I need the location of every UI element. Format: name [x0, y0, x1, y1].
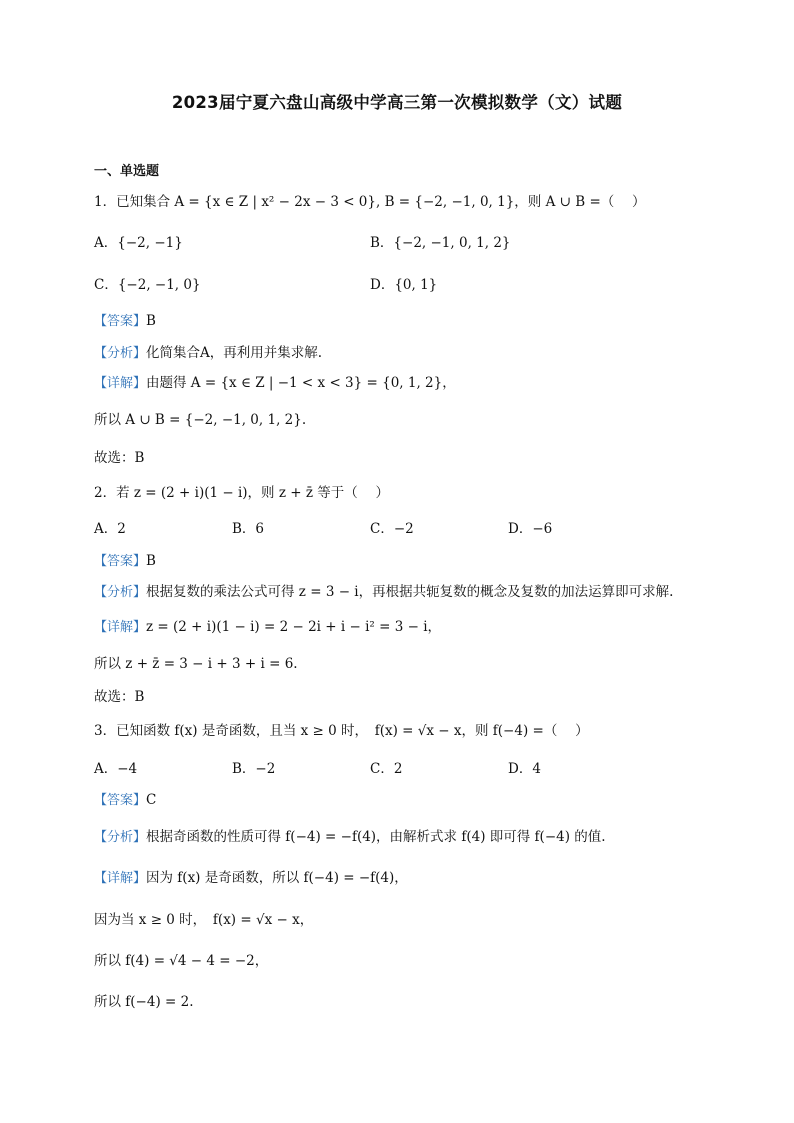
q1-option-d: D．{0, 1} [370, 277, 438, 293]
analysis-tag: 【分析】 [94, 585, 147, 600]
answer-tag: 【答案】 [94, 554, 147, 569]
detail-tag: 【详解】 [94, 376, 147, 391]
q3-detail-4: 所以 f(−4) = 2. [94, 994, 194, 1010]
q2-option-b: B．6 [232, 521, 265, 537]
q1-analysis-text: 化简集合A，再利用并集求解. [146, 345, 323, 361]
q3-option-d: D．4 [508, 761, 541, 777]
q1-answer-value: B [146, 313, 156, 329]
q2-option-d: D．−6 [508, 521, 553, 537]
q2-analysis [94, 583, 673, 602]
q2-analysis-text: 根据复数的乘法公式可得 z = 3 − i，再根据共轭复数的概念及复数的加法运算即可求解. [146, 584, 674, 600]
answer-tag: 【答案】 [94, 314, 147, 329]
q2-detail-text: z = (2 + i)(1 − i) = 2 − 2i + i − i² = 3 − i， [146, 619, 442, 635]
q3-analysis [94, 828, 606, 847]
q3-option-b: B．−2 [232, 761, 276, 777]
q2-option-a: A．2 [94, 521, 126, 537]
q2-stem: 2．若 z = (2 + i)(1 − i)，则 z + z̄ 等于（ ） [94, 485, 390, 501]
q3-option-a: A．−4 [94, 761, 138, 777]
analysis-tag: 【分析】 [94, 830, 147, 845]
q3-detail-3: 所以 f(4) = √4 − 4 = −2， [94, 953, 269, 969]
q2-choose: 故选：B [94, 689, 145, 705]
page-title: 2023届宁夏六盘山高级中学高三第一次模拟数学（文）试题 [171, 93, 623, 112]
q3-option-c: C．2 [370, 761, 403, 777]
q3-stem: 3．已知函数 f(x) 是奇函数，且当 x ≥ 0 时， f(x) = √x − x，则 f(−4) =（ ） [94, 723, 589, 739]
section-heading: 一、单选题 [94, 164, 160, 179]
q3-answer [94, 791, 156, 810]
q2-detail-2: 所以 z + z̄ = 3 − i + 3 + i = 6. [94, 656, 298, 672]
q1-option-b: B．{−2, −1, 0, 1, 2} [370, 235, 511, 251]
q1-answer [94, 312, 156, 331]
q1-stem: 1．已知集合 A = {x ∈ Z | x² − 2x − 3 < 0}, B = {−2, −1, 0, 1}，则 A ∪ B =（ ） [94, 194, 646, 210]
detail-tag: 【详解】 [94, 620, 147, 635]
q3-detail-text: 因为 f(x) 是奇函数，所以 f(−4) = −f(4)， [146, 870, 408, 886]
q1-analysis [94, 344, 322, 363]
q2-option-c: C．−2 [370, 521, 414, 537]
q1-detail [94, 374, 456, 393]
q2-answer-value: B [146, 553, 156, 569]
q1-option-c: C．{−2, −1, 0} [94, 277, 201, 293]
q1-choose: 故选：B [94, 450, 145, 466]
analysis-tag: 【分析】 [94, 346, 147, 361]
q2-answer [94, 552, 156, 571]
answer-tag: 【答案】 [94, 793, 147, 808]
q3-analysis-text: 根据奇函数的性质可得 f(−4) = −f(4)，由解析式求 f(4) 即可得 f(−4) 的值. [146, 829, 606, 845]
q1-option-a: A．{−2, −1} [94, 235, 183, 251]
q2-detail [94, 618, 441, 637]
q3-detail-2: 因为当 x ≥ 0 时， f(x) = √x − x， [94, 912, 314, 928]
detail-tag: 【详解】 [94, 871, 147, 886]
q3-answer-value: C [146, 792, 157, 808]
q3-detail [94, 869, 408, 888]
q1-detail-text: 由题得 A = {x ∈ Z | −1 < x < 3} = {0, 1, 2}， [146, 375, 456, 391]
q1-detail-2: 所以 A ∪ B = {−2, −1, 0, 1, 2}. [94, 412, 307, 428]
